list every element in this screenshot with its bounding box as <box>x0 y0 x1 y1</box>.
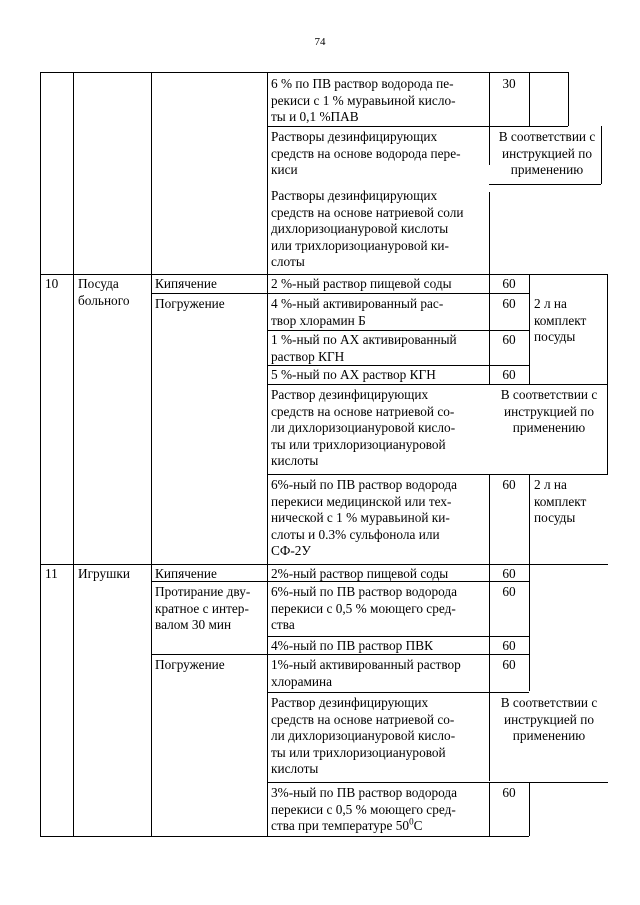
disinfection-method: Кипячение <box>155 566 217 581</box>
exposure-time: 60 <box>502 566 516 581</box>
row-number: 10 <box>45 276 59 291</box>
method-text: Раствор дезинфицирующих средств на основе натриевой со- ли дихлоризоциануровой кисло- ты или трихлоризоциануровой кислоты <box>271 695 456 777</box>
method-text: 6%-ный по ПВ раствор водорода перекиси медицинской или тех- нической с 1 % муравьиной ки- слоты и 0.3% сульфонола или СФ-2У <box>271 477 458 559</box>
method-text: 2%-ный раствор пищевой соды <box>271 566 449 581</box>
method-text: 1%-ный активированный раствор хлорамина <box>271 657 461 689</box>
method-text: Растворы дезинфицирующих средств на основе водорода пере- киси <box>271 129 461 178</box>
exposure-time: 60 <box>502 276 516 291</box>
exposure-time: 60 <box>502 785 516 800</box>
exposure-time: 60 <box>502 584 516 599</box>
exposure-time: 30 <box>502 76 516 91</box>
object-name: Посуда больного <box>78 276 130 308</box>
usage-note: 2 л на комплект посуды <box>534 477 587 526</box>
page-number: 74 <box>314 36 326 48</box>
degree-superscript: 0 <box>409 816 414 827</box>
method-text: Раствор дезинфицирующих средств на основе натриевой со- ли дихлоризоциануровой кисло- ты или трихлоризоциануровой кислоты <box>271 387 456 469</box>
disinfection-method: Погружение <box>155 296 225 311</box>
method-text: 6%-ный по ПВ раствор водорода перекиси с 0,5 % моющего сред- ства <box>271 584 458 633</box>
disinfection-method: Кипячение <box>155 276 217 291</box>
method-text: 2 %-ный раствор пищевой соды <box>271 276 452 291</box>
method-text: 1 %-ный по АХ активированный раствор КГН <box>271 332 457 364</box>
method-text: 4 %-ный активированный рас- твор хлорамин Б <box>271 296 444 328</box>
method-text: 6 % по ПВ раствор водорода пе- рекиси с 1 % муравьиной кисло- ты и 0,1 %ПАВ <box>271 76 456 125</box>
method-text-main: 3%-ный по ПВ раствор водорода перекиси с 0,5 % моющего сред- ства при температуре 50 <box>271 785 458 834</box>
exposure-time: 60 <box>502 332 516 347</box>
exposure-time: 60 <box>502 477 516 492</box>
object-name: Игрушки <box>78 566 130 581</box>
disinfection-method: Протирание дву- кратное с интер- валом 30 мин <box>155 584 251 633</box>
exposure-time: 60 <box>502 657 516 672</box>
disinfection-method: Погружение <box>155 657 225 672</box>
method-text-unit: С <box>413 818 423 834</box>
method-text: 5 %-ный по АХ раствор КГН <box>271 367 436 382</box>
exposure-time: 60 <box>502 296 516 311</box>
usage-note: В соответствии с инструкцией по применению <box>500 695 598 744</box>
exposure-time: 60 <box>502 638 516 653</box>
disinfection-table <box>40 72 608 836</box>
usage-note: В соответствии с инструкцией по применению <box>498 129 596 178</box>
method-text <box>271 785 487 835</box>
method-text: 4%-ный по ПВ раствор ПВК <box>271 638 433 653</box>
row-number: 11 <box>45 566 58 581</box>
usage-note: В соответствии с инструкцией по применению <box>500 387 598 436</box>
usage-note: 2 л на комплект посуды <box>534 296 587 345</box>
method-text: Растворы дезинфицирующих средств на основе натриевой соли дихлоризоциануровой кислоты или трихлоризоциануровой ки- слоты <box>271 188 464 270</box>
exposure-time: 60 <box>502 367 516 382</box>
